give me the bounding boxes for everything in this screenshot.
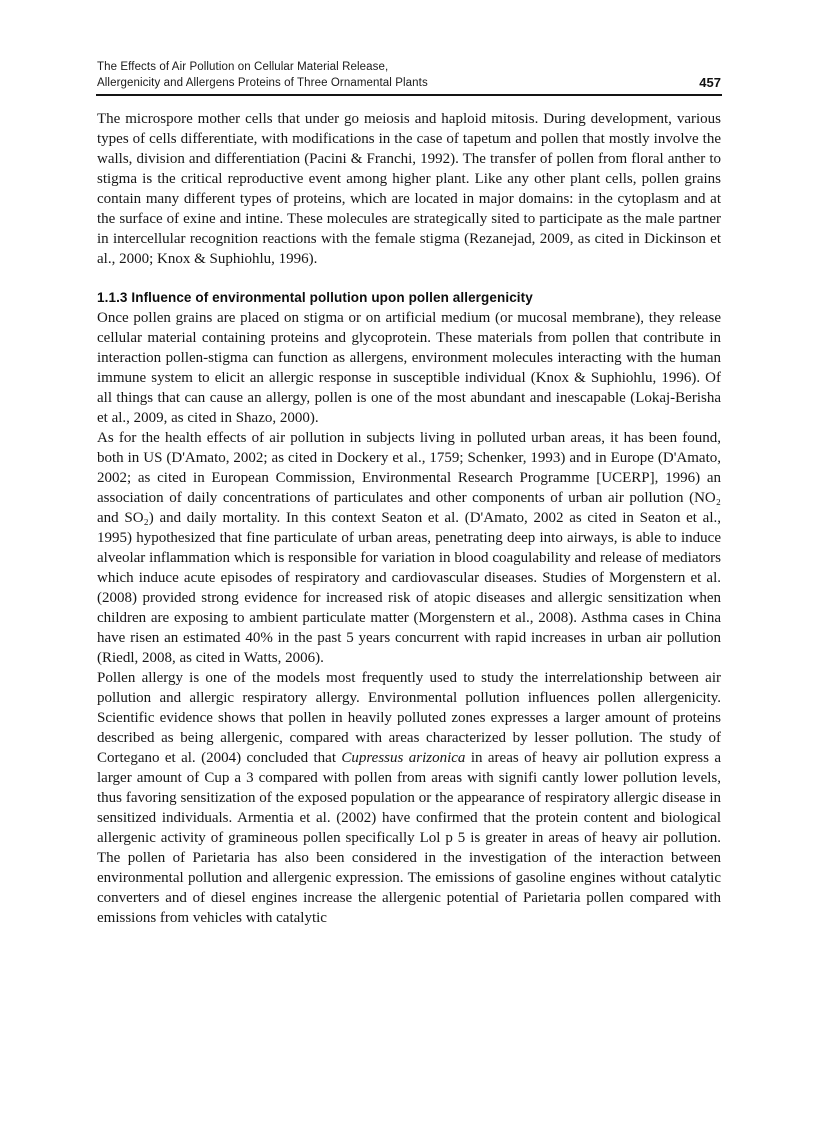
- text-segment: As for the health effects of air pollution in subjects living in polluted urban areas, it has been found, both in US (D'Amato, 2002; as cited in Dockery et al., 1759; Schenker, 1993) and in Europe (D'Amato, 2002; as cited in European Commission, Environmental Research Programme [UCERP], 1996) an association of daily concentrations of particulates and other components of urban air pollution (NO₂ and SO₂) and daily mortality. In this context Seaton et al. (D'Amato, 2002 as cited in Seaton et al., 1995) hypothesized that fine particulate of urban areas, penetrating deep into airways, is able to induce alveolar inflammation which is responsible for variation in blood coagulability and release of mediators which induce acute episodes of respiratory and cardiovascular diseases. Studies of Morgenstern et al. (2008) provided strong evidence for increased risk of atopic diseases and allergic sensitization when children are exposing to ambient particulate matter (Morgenstern et al., 2008). Asthma cases in China have risen an estimated 40% in the past 5 years concurrent with rapid increases in urban air pollution (Riedl, 2008, as cited in Watts, 2006).: [97, 430, 721, 666]
- text-segment: Once pollen grains are placed on stigma or on artificial medium (or mucosal membrane), they release cellular material containing proteins and glycoprotein. These materials from pollen that contribute in interaction pollen-stigma can function as allergens, environment molecules interacting with the human immune system to elicit an allergic response in susceptible individual (Knox & Suphiohlu, 1996). Of all things that can cause an allergy, pollen is one of the most abundant and inescapable (Lokaj-Berisha et al., 2009, as cited in Shazo, 2000).: [97, 310, 721, 426]
- section-heading-1-1-3: [97, 288, 721, 308]
- running-header-title: [97, 60, 428, 91]
- italic-text-segment: Cupressus arizonica: [341, 750, 466, 766]
- pollen-allergens-paragraph: [97, 308, 721, 428]
- running-header-line1: The Effects of Air Pollution on Cellular Material Release,: [97, 61, 389, 73]
- text-segment: in areas of heavy air pollution express a larger amount of Cup a 3 compared with pollen from areas with signifi cantly lower pollution levels, thus favoring sensitization of the exposed population or the appearance of respiratory allergic disease in sensitized individuals. Armentia et al. (2002) have confirmed that the protein content and biological allergenic activity of gramineous pollen specifically Lol p 5 is greater in areas of heavy air pollution. The pollen of Parietaria has also been considered in the investigation of the interaction between environmental pollution and allergenic expression. The emissions of gasoline engines without catalytic converters and of diesel engines increase the allergenic potential of Parietaria pollen compared with emissions from vehicles with catalytic: [97, 750, 722, 926]
- intro-paragraph: [97, 109, 721, 269]
- running-header: [97, 60, 721, 91]
- header-rule: [96, 94, 722, 96]
- page-body: [97, 109, 721, 928]
- running-header-line2: Allergenicity and Allergens Proteins of Three Ornamental Plants: [97, 76, 428, 89]
- pollen-allergy-models-paragraph: [97, 668, 721, 928]
- health-effects-paragraph: [97, 428, 721, 668]
- text-segment: 1.1.3 Influence of environmental pollution upon pollen allergenicity: [97, 290, 533, 305]
- text-segment: The microspore mother cells that under go meiosis and haploid mitosis. During development, various types of cells differentiate, with modifications in the case of tapetum and pollen that mostly involve the walls, division and differentiation (Pacini & Franchi, 1992). The transfer of pollen from floral anther to stigma is the critical reproductive event among higher plant. Like any other plant cells, pollen grains contain many different types of proteins, which are located in major domains: in the cytoplasm and at the surface of exine and intine. These molecules are strategically sited to participate as the male partner in intercellular recognition reactions with the female stigma (Rezanejad, 2009, as cited in Dickinson et al., 2000; Knox & Suphiohlu, 1996).: [97, 111, 721, 267]
- text-segment: Pollen allergy is one of the models most frequently used to study the interrelationship between air pollution and allergic respiratory allergy. Environmental pollution influences pollen allergenicity. Scientific evidence shows that pollen in heavily polluted zones expresses a larger amount of proteins described as being allergenic, compared with areas characterized by lesser pollution. The study of Cortegano et al. (2004) concluded that: [97, 670, 721, 766]
- page-number: 457: [699, 75, 721, 90]
